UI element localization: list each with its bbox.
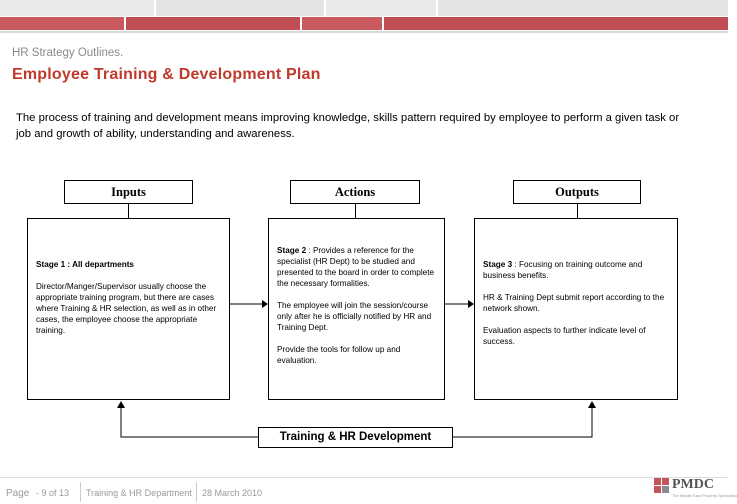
arrow-up-icon: [588, 401, 596, 408]
logo-text: PMDC: [672, 477, 714, 492]
stage1-body: Director/Manger/Supervisor usually choose the appropriate training program, but there are cases where Training & HR selection, as well as in other cases, the employee choose the appropriate training.: [36, 282, 217, 335]
training-development-box: Training & HR Development: [258, 427, 453, 448]
logo-mark-icon: [654, 478, 670, 494]
logo-tagline: The Middle East Property Specialists: [672, 493, 737, 498]
outputs-header: Outputs: [513, 180, 641, 204]
footer-separator: [196, 482, 197, 502]
footer-divider: [0, 477, 728, 478]
page-subtitle: HR Strategy Outlines.: [12, 47, 124, 59]
arrow-right-icon: [262, 300, 268, 308]
stage2-paragraph: The employee will join the session/course only after he is officially notified by HR and Training Dept.: [277, 301, 432, 332]
stage2-lead: : Provides a reference for the specialist (HR Dept) to be studied and presented to the board in order to complete the necessary formalities.: [277, 246, 435, 288]
stage2-title: Stage 2: [277, 246, 307, 255]
stage3-title: Stage 3: [483, 260, 513, 269]
actions-header: Actions: [290, 180, 420, 204]
stage3-lead: : Focusing on training outcome and business benefits.: [483, 260, 643, 280]
inputs-header: Inputs: [64, 180, 193, 204]
feedback-line: [121, 406, 258, 437]
feedback-line: [453, 406, 592, 437]
stage3-paragraph: HR & Training Dept submit report according to the network shown.: [483, 293, 665, 313]
stage1-title: Stage 1 : All departments: [36, 260, 134, 269]
arrow-up-icon: [117, 401, 125, 408]
intro-paragraph: The process of training and development means improving knowledge, skills pattern required by employee to perform a given task or job and growth of ability, understanding and awareness.: [16, 112, 680, 140]
arrow-right-icon: [468, 300, 474, 308]
footer-page-number: - 9 of 13: [36, 488, 70, 498]
footer-department: Training & HR Department: [86, 488, 192, 498]
footer-date: 28 March 2010: [202, 488, 263, 498]
company-logo: [654, 476, 737, 502]
footer-separator: [80, 482, 81, 502]
stage2-paragraph: Provide the tools for follow up and evaluation.: [277, 345, 401, 365]
footer-page-label: Page: [6, 488, 30, 499]
stage3-paragraph: Evaluation aspects to further indicate level of success.: [483, 326, 646, 346]
page-title: Employee Training & Development Plan: [12, 66, 321, 83]
